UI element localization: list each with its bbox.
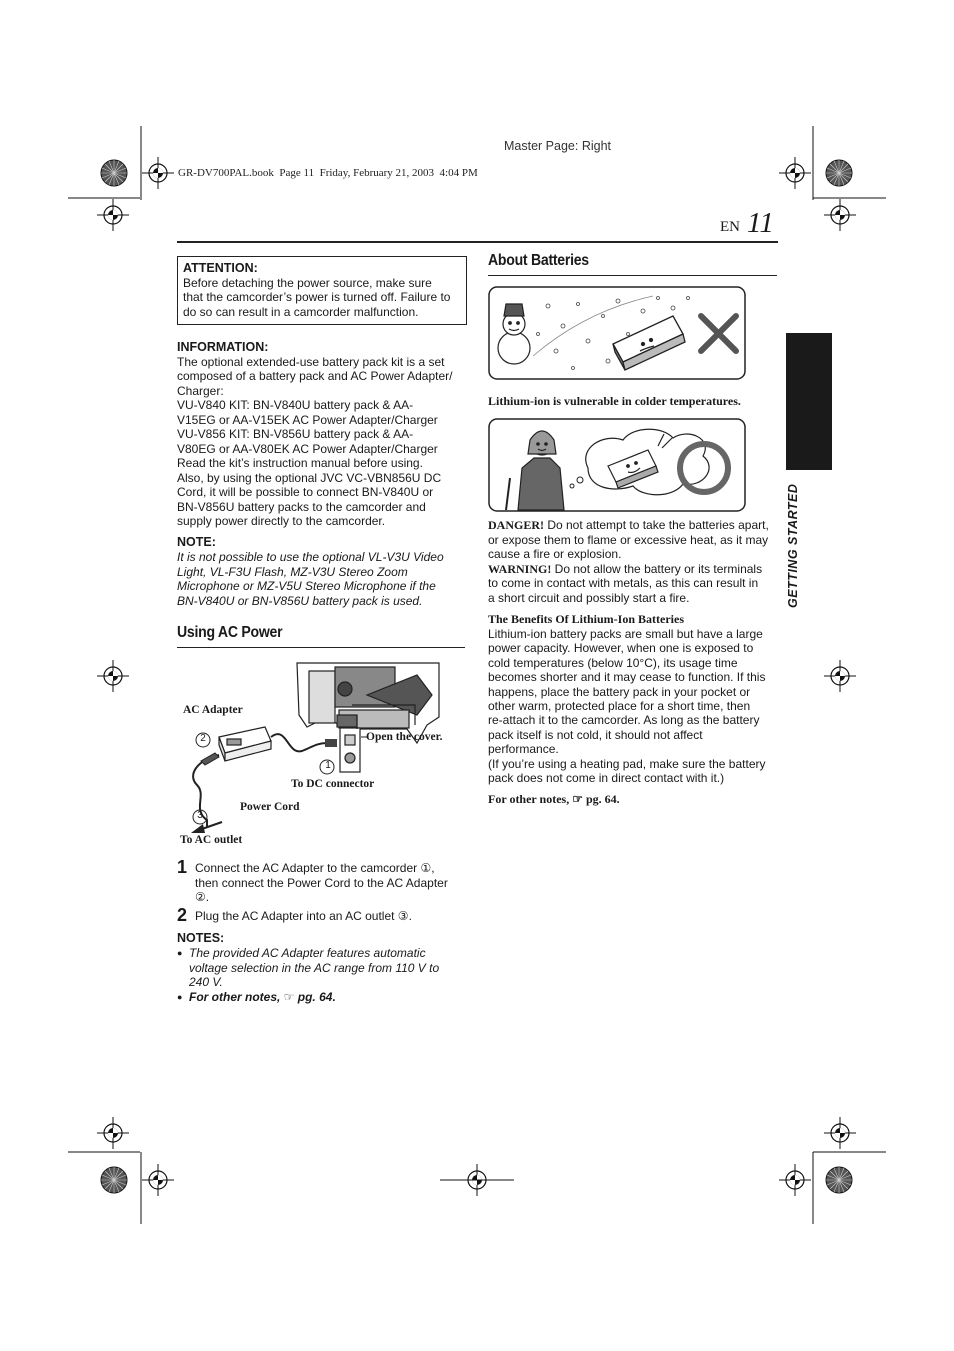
attention-line: do so can result in a camcorder malfunction. [183,304,419,319]
information-line: BN-V856U battery packs to the camcorder and [177,499,426,514]
label-dc-connector: To DC connector [291,778,375,790]
notes-title: NOTES: [177,931,225,945]
information-line: The optional extended-use battery pack kit is a set [177,355,445,369]
benefits-line: other warm, protected place for a short time, then [488,699,751,714]
warning-line: a short circuit and possibly start a fire. [488,590,690,605]
benefits-line: pack does not come in direct contact with it.) [488,771,725,786]
notes-list [177,946,467,1004]
benefits-text [488,627,780,785]
information-line: V80EG or AA-V80EK AC Power Adapter/Charger [177,441,438,456]
batteries-caption: Lithium-ion is vulnerable in colder temperatures. [488,394,741,408]
label-power-cord: Power Cord [240,801,300,813]
notes-line: The provided AC Adapter features automatic [189,946,426,960]
benefits-line: power capacity. However, when one is exposed to [488,641,754,656]
step-line: ②. [195,890,210,904]
note-text [177,550,467,608]
other-notes-link[interactable]: For other notes, ☞ pg. 64. [189,989,336,1004]
warning-text: Do not allow the battery or its terminals [551,561,763,576]
note-line: Light, VL-F3U Flash, MZ-V3U Stereo Zoom [177,564,408,579]
dc-cord [271,734,327,751]
attention-line: that the camcorder’s power is turned off. Failure to [183,290,451,305]
warning-line [488,562,778,577]
master-page-label: Master Page: Right [504,139,611,153]
notes-item [177,990,467,1005]
step-line: Plug the AC Adapter into an AC outlet ③. [195,909,412,923]
ac-adapter-diagram [177,655,467,850]
batteries-rule [488,275,777,276]
bullet-icon: ● [177,948,183,958]
step-line: then connect the Power Cord to the AC Adapter [195,875,448,890]
label-open-cover: Open the cover. [366,731,443,743]
benefits-line: (If you’re using a heating pad, make sure the battery [488,756,766,771]
circled-number-2: 2 [200,733,206,744]
information-line: supply power directly to the camcorder. [177,513,386,528]
circled-number-1: 1 [325,760,331,771]
bullet-icon: ● [177,991,183,1002]
note-line: Microphone or MZ-V5U Stereo Microphone if the [177,579,436,593]
step-number: 1 [177,857,188,877]
notes-line: voltage selection in the AC range from 110 V to [189,960,440,975]
benefits-line: performance. [488,742,559,757]
book-info: GR-DV700PAL.book Page 11 Friday, February 21, 2003 4:04 PM [178,167,478,179]
note-line: It is not possible to use the optional VL-V3U Video [177,550,444,564]
page-number: 11 [747,207,774,239]
information-line: V15EG or AA-V15EK AC Power Adapter/Charger [177,412,438,427]
danger-warning-text [488,518,778,605]
label-ac-outlet: To AC outlet [180,834,243,846]
language-code: EN [720,219,740,235]
benefits-line: happens, place the battery pack in your pocket or [488,684,751,699]
attention-line: Before detaching the power source, make sure [183,276,432,290]
danger-line: cause a fire or explosion. [488,547,622,561]
side-tab [786,333,832,470]
information-line: Cord, it will be possible to connect BN-V840U or [177,485,434,500]
side-tab-label: GETTING STARTED [786,483,800,608]
information-title: INFORMATION: [177,340,269,354]
note-title: NOTE: [177,535,216,549]
note-line: BN-V840U or BN-V856U battery pack is used. [177,593,423,608]
ac-power-rule [177,647,465,648]
information-line: VU-V856 KIT: BN-V856U battery pack & AA- [177,427,414,442]
benefits-line: becomes shorter and it may cease to function. If this [488,670,766,685]
step-number: 2 [177,905,188,925]
warm-battery-illustration [488,418,748,512]
notes-item [177,946,467,990]
information-line: Charger: [177,383,224,398]
danger-label: DANGER! [488,518,544,532]
warning-label: WARNING! [488,561,552,576]
benefits-line: pack itself is not cold, it should not affect [488,727,703,742]
information-line: composed of a battery pack and AC Power Adapter/ [177,369,453,384]
label-ac-adapter: AC Adapter [183,704,243,716]
step-text [195,861,467,905]
header-rule [177,241,778,243]
information-line: VU-V840 KIT: BN-V840U battery pack & AA- [177,398,414,413]
circled-number-3: 3 [197,810,203,821]
batteries-other-notes-link[interactable]: For other notes, ☞ pg. 64. [488,792,620,806]
batteries-heading: About Batteries [488,252,589,269]
benefits-line: Lithium-ion battery packs are small but have a large [488,627,763,641]
cold-battery-illustration [488,286,748,380]
ac-adapter-illustration [219,727,271,761]
ac-power-heading: Using AC Power [177,624,283,641]
attention-title: ATTENTION: [183,261,258,275]
information-line: Read the kit’s instruction manual before using. [177,456,423,471]
benefits-line: re-attach it to the camcorder. As long as the battery [488,713,760,728]
danger-text: Do not attempt to take the batteries apart, [544,518,769,532]
information-line: Also, by using the optional JVC VC-VBN856U DC [177,470,442,485]
benefits-title: The Benefits Of Lithium-Ion Batteries [488,612,684,626]
danger-line: or expose them to flame or excessive heat, as it may [488,532,769,547]
step-text [195,909,467,924]
information-text [177,355,467,528]
danger-line [488,518,778,533]
notes-line: 240 V. [189,975,223,989]
step-line: Connect the AC Adapter to the camcorder ①, [195,861,435,875]
notes-item-text [189,946,439,990]
benefits-line: cold temperatures (below 10°C), its usage time [488,655,738,670]
attention-text [183,276,465,319]
warning-line: to come in contact with metals, as this can result in [488,576,759,590]
